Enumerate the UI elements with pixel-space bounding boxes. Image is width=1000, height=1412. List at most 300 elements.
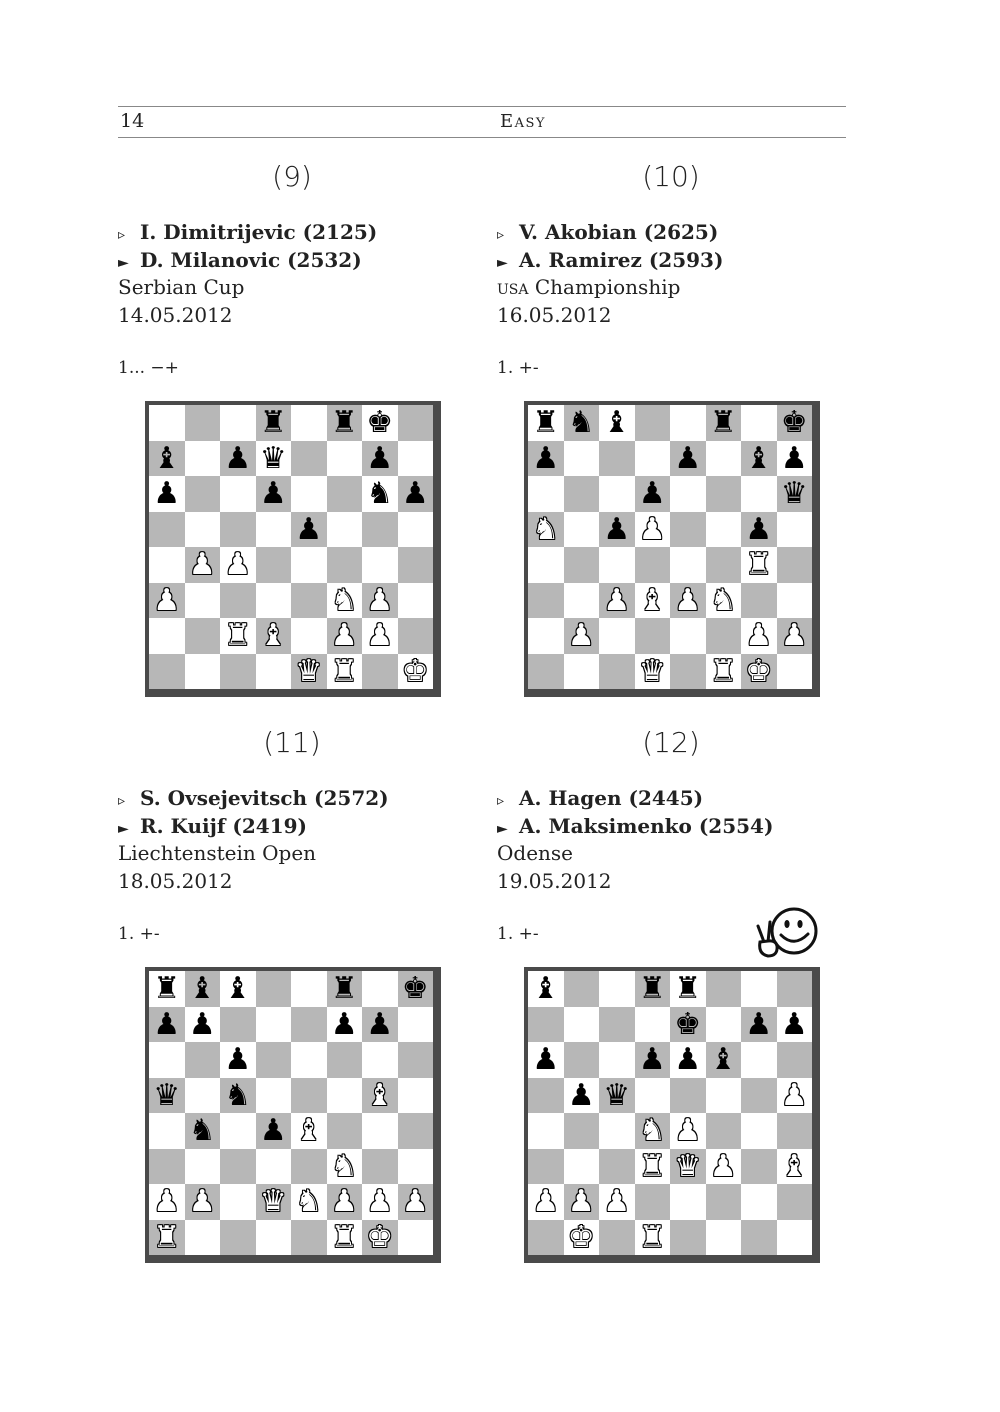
board-square bbox=[564, 1042, 600, 1078]
board-square bbox=[327, 476, 363, 512]
board-square bbox=[398, 1042, 434, 1078]
board-square bbox=[398, 583, 434, 619]
board-square bbox=[670, 1078, 706, 1114]
board-square bbox=[528, 1220, 564, 1256]
white-pawn-icon: ♟ bbox=[330, 1184, 358, 1219]
smiley-peace-sign-icon bbox=[752, 904, 820, 962]
board-square bbox=[362, 512, 398, 548]
board-square bbox=[220, 1113, 256, 1149]
black-pawn-icon: ♟ bbox=[401, 476, 429, 511]
board-square bbox=[220, 583, 256, 619]
board-square bbox=[777, 971, 813, 1007]
board-square bbox=[564, 971, 600, 1007]
board-square bbox=[528, 583, 564, 619]
puzzle-number: (10) bbox=[642, 160, 700, 193]
white-rook-icon: ♜ bbox=[153, 1219, 181, 1255]
board-square bbox=[256, 1007, 292, 1043]
black-marker-icon: ► bbox=[497, 821, 508, 837]
board-square bbox=[291, 547, 327, 583]
board-square bbox=[670, 476, 706, 512]
board-square bbox=[185, 1220, 221, 1256]
board-square bbox=[741, 583, 777, 619]
black-player bbox=[118, 814, 307, 838]
white-queen-icon: ♛ bbox=[259, 1184, 287, 1219]
board-square bbox=[327, 441, 363, 477]
board-square bbox=[777, 654, 813, 690]
white-player-name: A. Hagen (2445) bbox=[519, 786, 704, 810]
black-player bbox=[497, 248, 723, 272]
board-square bbox=[362, 971, 398, 1007]
board-square bbox=[706, 618, 742, 654]
board-square bbox=[528, 654, 564, 690]
white-pawn-icon: ♟ bbox=[780, 618, 808, 653]
black-bishop-icon: ♝ bbox=[224, 971, 252, 1006]
white-pawn-icon: ♟ bbox=[674, 1113, 702, 1148]
board-square bbox=[327, 1078, 363, 1114]
black-pawn-icon: ♟ bbox=[638, 1042, 666, 1077]
white-pawn-icon: ♟ bbox=[224, 547, 252, 582]
board-square bbox=[564, 1113, 600, 1149]
board-square bbox=[564, 1007, 600, 1043]
black-queen-icon: ♛ bbox=[780, 476, 808, 511]
puzzle-10 bbox=[497, 160, 837, 720]
board-square bbox=[599, 1220, 635, 1256]
board-square bbox=[398, 512, 434, 548]
black-pawn-icon: ♟ bbox=[153, 1006, 181, 1042]
board-square bbox=[599, 1113, 635, 1149]
board-square bbox=[741, 1042, 777, 1078]
black-bishop-icon: ♝ bbox=[153, 440, 181, 476]
board-square bbox=[599, 441, 635, 477]
white-pawn-icon: ♟ bbox=[603, 1184, 631, 1219]
black-pawn-icon: ♟ bbox=[674, 1042, 702, 1077]
white-pawn-icon: ♟ bbox=[603, 582, 631, 618]
board-square bbox=[564, 547, 600, 583]
black-pawn-icon: ♟ bbox=[224, 1042, 252, 1077]
board-square bbox=[398, 441, 434, 477]
task-line: 1. +- bbox=[118, 924, 160, 944]
board-square bbox=[291, 583, 327, 619]
board-square bbox=[291, 405, 327, 441]
board-square bbox=[256, 1078, 292, 1114]
white-queen-icon: ♛ bbox=[674, 1148, 702, 1184]
black-pawn-icon: ♟ bbox=[153, 476, 181, 511]
board-square bbox=[398, 1149, 434, 1185]
game-date: 19.05.2012 bbox=[497, 869, 612, 893]
board-square bbox=[398, 1113, 434, 1149]
white-queen-icon: ♛ bbox=[295, 653, 323, 689]
board-square bbox=[564, 654, 600, 690]
board-square bbox=[564, 583, 600, 619]
chess-board bbox=[524, 967, 820, 1263]
black-pawn-icon: ♟ bbox=[780, 440, 808, 476]
white-player bbox=[118, 220, 377, 244]
white-pawn-icon: ♟ bbox=[745, 618, 773, 653]
event-name bbox=[118, 275, 244, 299]
black-pawn-icon: ♟ bbox=[603, 511, 631, 547]
board-square bbox=[528, 476, 564, 512]
board-square bbox=[398, 1220, 434, 1256]
white-queen-icon: ♛ bbox=[638, 653, 666, 689]
black-king-icon: ♚ bbox=[366, 405, 394, 440]
white-player-name: S. Ovsejevitsch (2572) bbox=[140, 786, 389, 810]
white-pawn-icon: ♟ bbox=[567, 618, 595, 653]
game-date: 18.05.2012 bbox=[118, 869, 233, 893]
board-square bbox=[706, 476, 742, 512]
black-knight-icon: ♞ bbox=[567, 405, 595, 440]
board-square bbox=[635, 1184, 671, 1220]
black-player-name: D. Milanovic (2532) bbox=[140, 248, 362, 272]
white-pawn-icon: ♟ bbox=[674, 582, 702, 618]
board-square bbox=[706, 1113, 742, 1149]
board-square bbox=[706, 512, 742, 548]
board-square bbox=[362, 654, 398, 690]
board-square bbox=[528, 1007, 564, 1043]
board-square bbox=[564, 476, 600, 512]
board-square bbox=[777, 1113, 813, 1149]
event-prefix: usa bbox=[497, 275, 529, 299]
board-square bbox=[599, 971, 635, 1007]
black-bishop-icon: ♝ bbox=[188, 971, 216, 1006]
white-marker-icon: ▹ bbox=[118, 793, 126, 809]
white-bishop-icon: ♝ bbox=[638, 582, 666, 618]
white-bishop-icon: ♝ bbox=[295, 1113, 323, 1148]
board-square bbox=[528, 1113, 564, 1149]
board-square bbox=[670, 547, 706, 583]
black-bishop-icon: ♝ bbox=[532, 971, 560, 1006]
page-number: 14 bbox=[120, 110, 145, 132]
black-rook-icon: ♜ bbox=[709, 405, 737, 440]
black-pawn-icon: ♟ bbox=[259, 1113, 287, 1148]
white-knight-icon: ♞ bbox=[638, 1113, 666, 1148]
black-bishop-icon: ♝ bbox=[603, 405, 631, 440]
board-square bbox=[528, 547, 564, 583]
board-square bbox=[599, 1042, 635, 1078]
black-pawn-icon: ♟ bbox=[780, 1006, 808, 1042]
black-king-icon: ♚ bbox=[674, 1006, 702, 1042]
black-queen-icon: ♛ bbox=[603, 1077, 631, 1113]
black-pawn-icon: ♟ bbox=[366, 440, 394, 476]
board-square bbox=[327, 1113, 363, 1149]
board-square bbox=[149, 1113, 185, 1149]
white-bishop-icon: ♝ bbox=[366, 1077, 394, 1113]
board-square bbox=[256, 971, 292, 1007]
board-square bbox=[291, 1042, 327, 1078]
game-date: 14.05.2012 bbox=[118, 303, 233, 327]
board-square bbox=[149, 1149, 185, 1185]
board-square bbox=[256, 547, 292, 583]
white-pawn-icon: ♟ bbox=[366, 1184, 394, 1219]
board-square bbox=[741, 405, 777, 441]
black-marker-icon: ► bbox=[118, 821, 129, 837]
event-title: Serbian Cup bbox=[118, 275, 245, 299]
white-bishop-icon: ♝ bbox=[259, 618, 287, 653]
black-bishop-icon: ♝ bbox=[709, 1042, 737, 1077]
chess-board bbox=[524, 401, 820, 697]
board-square bbox=[398, 547, 434, 583]
puzzle-9 bbox=[118, 160, 458, 720]
board-square bbox=[528, 1078, 564, 1114]
board-square bbox=[256, 1042, 292, 1078]
event-title: Odense bbox=[497, 841, 574, 865]
black-pawn-icon: ♟ bbox=[295, 511, 323, 547]
black-pawn-icon: ♟ bbox=[638, 476, 666, 511]
event-name bbox=[497, 841, 573, 865]
board-square bbox=[706, 1078, 742, 1114]
black-rook-icon: ♜ bbox=[153, 971, 181, 1006]
board-square bbox=[362, 1149, 398, 1185]
board-square bbox=[635, 441, 671, 477]
board-square bbox=[185, 441, 221, 477]
white-pawn-icon: ♟ bbox=[188, 1184, 216, 1219]
white-king-icon: ♚ bbox=[745, 653, 773, 689]
board-square bbox=[291, 1220, 327, 1256]
board-square bbox=[220, 1184, 256, 1220]
black-king-icon: ♚ bbox=[780, 405, 808, 440]
board-square bbox=[777, 583, 813, 619]
white-king-icon: ♚ bbox=[401, 653, 429, 689]
board-square bbox=[327, 547, 363, 583]
board-square bbox=[635, 1007, 671, 1043]
board-square bbox=[670, 654, 706, 690]
board-square bbox=[256, 512, 292, 548]
board-square bbox=[599, 1149, 635, 1185]
board-square bbox=[220, 1149, 256, 1185]
black-rook-icon: ♜ bbox=[532, 405, 560, 440]
puzzle-number: (9) bbox=[272, 160, 312, 193]
board-square bbox=[599, 476, 635, 512]
board-square bbox=[327, 1042, 363, 1078]
black-player bbox=[118, 248, 362, 272]
white-knight-icon: ♞ bbox=[330, 1148, 358, 1184]
board-square bbox=[220, 1220, 256, 1256]
white-marker-icon: ▹ bbox=[497, 793, 505, 809]
board-square bbox=[291, 1007, 327, 1043]
board-square bbox=[362, 1042, 398, 1078]
board-square bbox=[741, 1149, 777, 1185]
board-square bbox=[741, 1184, 777, 1220]
board-square bbox=[149, 405, 185, 441]
board-square bbox=[149, 654, 185, 690]
board-square bbox=[256, 1149, 292, 1185]
board-square bbox=[706, 547, 742, 583]
board-square bbox=[564, 1149, 600, 1185]
puzzle-number: (12) bbox=[642, 726, 700, 759]
board-square bbox=[741, 971, 777, 1007]
board-square bbox=[564, 441, 600, 477]
task-line: 1. +- bbox=[497, 924, 539, 944]
black-pawn-icon: ♟ bbox=[224, 440, 252, 476]
board-square bbox=[256, 1220, 292, 1256]
board-square bbox=[149, 1042, 185, 1078]
board-square bbox=[185, 583, 221, 619]
board-square bbox=[149, 618, 185, 654]
board-square bbox=[706, 441, 742, 477]
black-bishop-icon: ♝ bbox=[745, 440, 773, 476]
white-rook-icon: ♜ bbox=[745, 547, 773, 582]
board-square bbox=[185, 476, 221, 512]
board-square bbox=[741, 476, 777, 512]
board-square bbox=[185, 1149, 221, 1185]
black-pawn-icon: ♟ bbox=[532, 1042, 560, 1077]
white-knight-icon: ♞ bbox=[295, 1184, 323, 1219]
black-king-icon: ♚ bbox=[401, 971, 429, 1006]
white-rook-icon: ♜ bbox=[709, 653, 737, 689]
board-square bbox=[777, 1220, 813, 1256]
white-pawn-icon: ♟ bbox=[532, 1184, 560, 1219]
white-pawn-icon: ♟ bbox=[366, 582, 394, 618]
task-line: 1. +- bbox=[497, 358, 539, 378]
board-square bbox=[398, 405, 434, 441]
event-name bbox=[497, 275, 680, 299]
board-square bbox=[635, 547, 671, 583]
black-rook-icon: ♜ bbox=[638, 971, 666, 1006]
white-player-name: I. Dimitrijevic (2125) bbox=[140, 220, 378, 244]
white-knight-icon: ♞ bbox=[532, 511, 560, 547]
black-pawn-icon: ♟ bbox=[188, 1006, 216, 1042]
board-square bbox=[398, 1078, 434, 1114]
board-square bbox=[291, 1078, 327, 1114]
white-pawn-icon: ♟ bbox=[780, 1077, 808, 1113]
board-square bbox=[185, 654, 221, 690]
event-title: Liechtenstein Open bbox=[118, 841, 317, 865]
white-rook-icon: ♜ bbox=[638, 1219, 666, 1255]
board-square bbox=[149, 547, 185, 583]
board-square bbox=[220, 1007, 256, 1043]
board-square bbox=[149, 512, 185, 548]
board-square bbox=[777, 547, 813, 583]
board-square bbox=[741, 1078, 777, 1114]
white-knight-icon: ♞ bbox=[330, 582, 358, 618]
black-pawn-icon: ♟ bbox=[745, 511, 773, 547]
board-square bbox=[291, 618, 327, 654]
board-square bbox=[362, 547, 398, 583]
black-player bbox=[497, 814, 773, 838]
board-square bbox=[185, 618, 221, 654]
board-square bbox=[220, 405, 256, 441]
board-square bbox=[670, 1184, 706, 1220]
black-pawn-icon: ♟ bbox=[330, 1006, 358, 1042]
white-rook-icon: ♜ bbox=[330, 1219, 358, 1255]
white-pawn-icon: ♟ bbox=[153, 582, 181, 618]
board-square bbox=[291, 441, 327, 477]
white-rook-icon: ♜ bbox=[224, 618, 252, 653]
board-square bbox=[291, 476, 327, 512]
puzzle-number: (11) bbox=[263, 726, 321, 759]
board-square bbox=[362, 1113, 398, 1149]
chess-board bbox=[145, 401, 441, 697]
board-square bbox=[599, 654, 635, 690]
white-marker-icon: ▹ bbox=[497, 227, 505, 243]
board-square bbox=[256, 583, 292, 619]
board-square bbox=[777, 1184, 813, 1220]
white-bishop-icon: ♝ bbox=[780, 1148, 808, 1184]
running-header bbox=[118, 106, 846, 138]
board-square bbox=[706, 1184, 742, 1220]
white-player-name: V. Akobian (2625) bbox=[519, 220, 719, 244]
white-knight-icon: ♞ bbox=[709, 582, 737, 618]
black-knight-icon: ♞ bbox=[366, 476, 394, 511]
game-date: 16.05.2012 bbox=[497, 303, 612, 327]
board-square bbox=[220, 512, 256, 548]
board-square bbox=[635, 618, 671, 654]
board-square bbox=[777, 512, 813, 548]
board-square bbox=[706, 1007, 742, 1043]
white-pawn-icon: ♟ bbox=[366, 618, 394, 653]
task-line: 1... −+ bbox=[118, 358, 179, 378]
black-player-name: R. Kuijf (2419) bbox=[140, 814, 308, 838]
event-name bbox=[118, 841, 316, 865]
black-player-name: A. Ramirez (2593) bbox=[519, 248, 724, 272]
board-square bbox=[185, 512, 221, 548]
white-pawn-icon: ♟ bbox=[567, 1184, 595, 1219]
puzzle-11 bbox=[118, 726, 458, 1286]
board-square bbox=[185, 405, 221, 441]
black-queen-icon: ♛ bbox=[259, 440, 287, 476]
white-pawn-icon: ♟ bbox=[188, 547, 216, 582]
black-rook-icon: ♜ bbox=[330, 971, 358, 1006]
black-pawn-icon: ♟ bbox=[366, 1006, 394, 1042]
board-square bbox=[528, 618, 564, 654]
board-square bbox=[564, 512, 600, 548]
black-queen-icon: ♛ bbox=[153, 1077, 181, 1113]
white-player bbox=[497, 220, 718, 244]
white-pawn-icon: ♟ bbox=[330, 618, 358, 653]
board-square bbox=[670, 1220, 706, 1256]
board-square bbox=[777, 1042, 813, 1078]
board-square bbox=[741, 1220, 777, 1256]
board-square bbox=[398, 618, 434, 654]
board-square bbox=[398, 1007, 434, 1043]
black-pawn-icon: ♟ bbox=[567, 1077, 595, 1113]
white-king-icon: ♚ bbox=[567, 1219, 595, 1255]
board-square bbox=[599, 618, 635, 654]
board-square bbox=[291, 1149, 327, 1185]
board-square bbox=[706, 1220, 742, 1256]
black-knight-icon: ♞ bbox=[188, 1113, 216, 1148]
board-square bbox=[291, 971, 327, 1007]
board-square bbox=[185, 1042, 221, 1078]
black-pawn-icon: ♟ bbox=[674, 440, 702, 476]
board-square bbox=[256, 654, 292, 690]
black-marker-icon: ► bbox=[118, 255, 129, 271]
white-king-icon: ♚ bbox=[366, 1219, 394, 1255]
event-title: Championship bbox=[534, 275, 681, 299]
white-marker-icon: ▹ bbox=[118, 227, 126, 243]
white-player bbox=[118, 786, 389, 810]
board-square bbox=[327, 512, 363, 548]
white-rook-icon: ♜ bbox=[638, 1148, 666, 1184]
white-pawn-icon: ♟ bbox=[153, 1184, 181, 1219]
board-square bbox=[220, 476, 256, 512]
board-square bbox=[528, 1149, 564, 1185]
black-pawn-icon: ♟ bbox=[745, 1006, 773, 1042]
black-player-name: A. Maksimenko (2554) bbox=[519, 814, 774, 838]
board-square bbox=[670, 512, 706, 548]
white-pawn-icon: ♟ bbox=[709, 1148, 737, 1184]
white-pawn-icon: ♟ bbox=[401, 1184, 429, 1219]
black-rook-icon: ♜ bbox=[259, 405, 287, 440]
black-rook-icon: ♜ bbox=[330, 405, 358, 440]
puzzle-12 bbox=[497, 726, 837, 1286]
board-square bbox=[706, 971, 742, 1007]
board-square bbox=[599, 547, 635, 583]
board-square bbox=[185, 1078, 221, 1114]
board-square bbox=[599, 1007, 635, 1043]
white-pawn-icon: ♟ bbox=[638, 511, 666, 547]
chess-board bbox=[145, 967, 441, 1263]
black-rook-icon: ♜ bbox=[674, 971, 702, 1006]
